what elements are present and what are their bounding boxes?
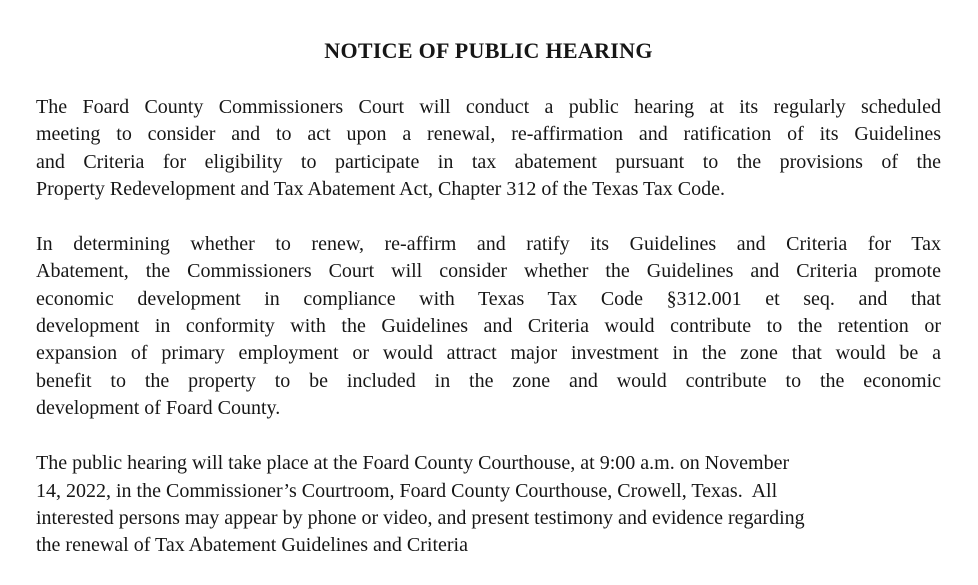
- document-body: [36, 94, 941, 559]
- text-line: The public hearing will take place at the Foard County Courthouse, at 9:00 a.m. on November: [36, 452, 790, 475]
- text-line: expansion of primary employment or would attract major investment in the zone that would be a: [36, 342, 941, 365]
- text-line: interested persons may appear by phone or video, and present testimony and evidence regarding: [36, 506, 805, 529]
- paragraph-determination-criteria: [36, 231, 941, 422]
- text-line: and Criteria for eligibility to participate in tax abatement pursuant to the provisions of the: [36, 150, 941, 173]
- text-line: meeting to consider and to act upon a renewal, re-affirmation and ratification of its Guidelines: [36, 123, 941, 146]
- paragraph-hearing-announcement: [36, 94, 941, 203]
- text-line: benefit to the property to be included in the zone and would contribute to the economic: [36, 369, 941, 392]
- text-line: development in conformity with the Guidelines and Criteria would contribute to the retention or: [36, 315, 941, 338]
- text-line: Abatement, the Commissioners Court will consider whether the Guidelines and Criteria promote: [36, 260, 941, 283]
- paragraph-hearing-details: [36, 450, 941, 559]
- text-line: In determining whether to renew, re-affirm and ratify its Guidelines and Criteria for Tax: [36, 233, 941, 256]
- text-line: development of Foard County.: [36, 396, 281, 419]
- text-line: 14, 2022, in the Commissioner’s Courtroom, Foard County Courthouse, Crowell, Texas. All: [36, 479, 778, 502]
- text-line: the renewal of Tax Abatement Guidelines and Criteria: [36, 534, 468, 557]
- text-line: economic development in compliance with Texas Tax Code §312.001 et seq. and that: [36, 287, 941, 310]
- text-line: The Foard County Commissioners Court will conduct a public hearing at its regularly scheduled: [36, 96, 941, 118]
- text-line: Property Redevelopment and Tax Abatement Act, Chapter 312 of the Texas Tax Code.: [36, 177, 725, 200]
- document-title: NOTICE OF PUBLIC HEARING: [324, 38, 653, 63]
